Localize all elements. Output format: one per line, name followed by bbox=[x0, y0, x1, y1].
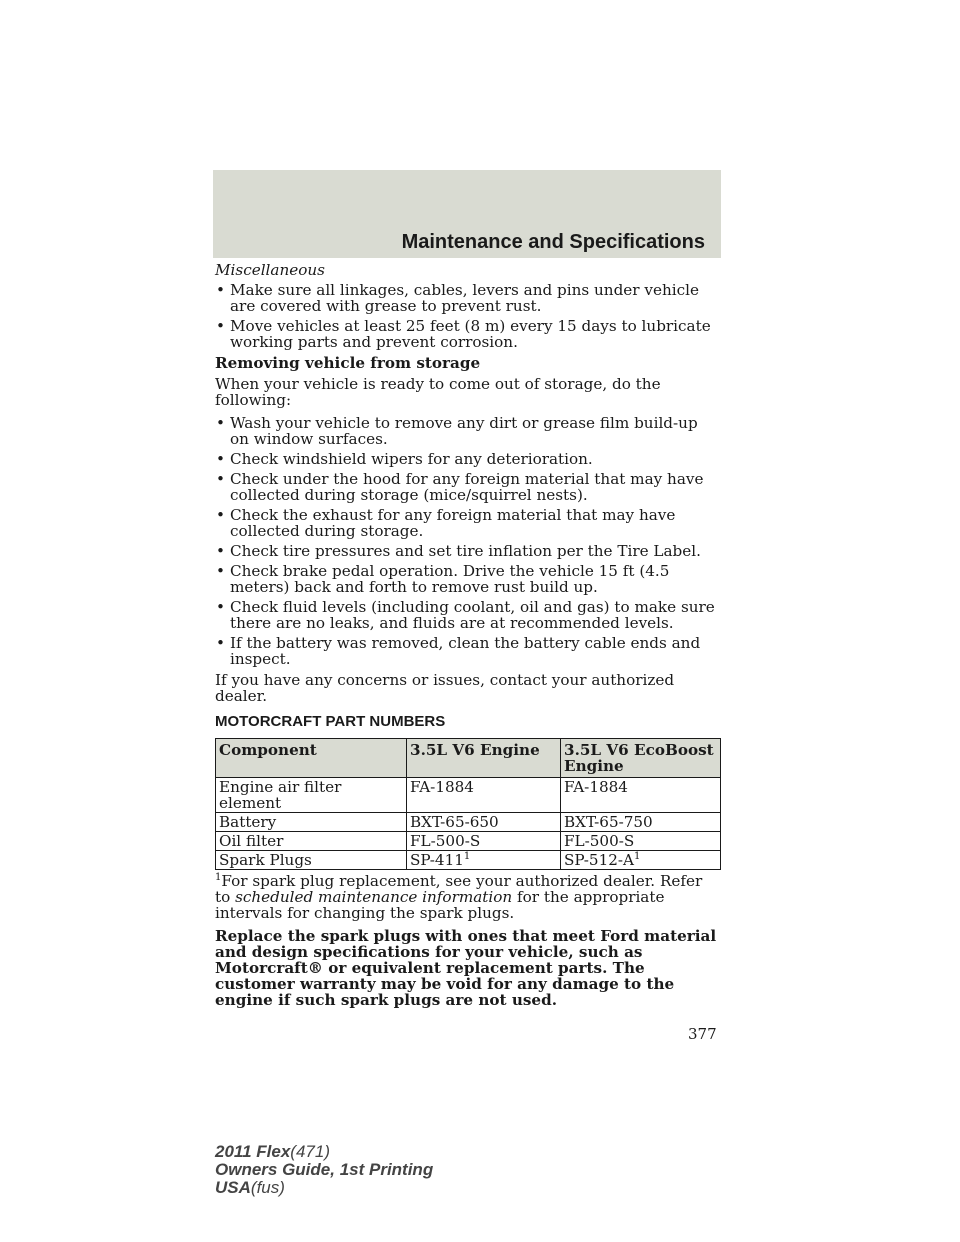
table-cell: Battery bbox=[216, 813, 407, 832]
list-item: • Check tire pressures and set tire inflation per the Tire Label. bbox=[215, 543, 721, 559]
list-item: • Check under the hood for any foreign material that may have collected during storage (mice/squirrel nests). bbox=[215, 471, 721, 503]
removing-list bbox=[215, 415, 721, 667]
table-cell: Engine air filter element bbox=[216, 778, 407, 813]
removing-heading: Removing vehicle from storage bbox=[215, 354, 481, 372]
page-content bbox=[215, 262, 721, 1008]
column-header: 3.5L V6 EcoBoost Engine bbox=[561, 739, 721, 778]
spark-plug-part: SP-411 bbox=[410, 851, 464, 869]
table-cell: BXT-65-750 bbox=[561, 813, 721, 832]
table-row bbox=[216, 778, 721, 813]
footnote-reference: scheduled maintenance information bbox=[235, 888, 513, 906]
spark-plug-part: SP-512-A bbox=[564, 851, 635, 869]
column-header: Component bbox=[216, 739, 407, 778]
table-cell: FL-500-S bbox=[561, 832, 721, 851]
footnote-mark: 1 bbox=[634, 850, 641, 862]
spark-plug-warning: Replace the spark plugs with ones that meet Ford material and design specifications for your vehicle, such as Motorcraft® or equivalent replacement parts. The customer warranty may be void for any damage to the engine if such spark plugs are not used. bbox=[215, 927, 717, 1009]
table-cell: FL-500-S bbox=[407, 832, 561, 851]
list-item: • Check fluid levels (including coolant, oil and gas) to make sure there are no leaks, and fluids are at recommended levels. bbox=[215, 599, 721, 631]
list-item: • Check brake pedal operation. Drive the vehicle 15 ft (4.5 meters) back and forth to remove rust build up. bbox=[215, 563, 721, 595]
table-row bbox=[216, 832, 721, 851]
removing-closing: If you have any concerns or issues, contact your authorized dealer. bbox=[215, 671, 675, 705]
table-cell: Oil filter bbox=[216, 832, 407, 851]
section-header-band bbox=[213, 170, 721, 258]
column-header: 3.5L V6 Engine bbox=[407, 739, 561, 778]
table-cell bbox=[561, 851, 721, 870]
table-cell: FA-1884 bbox=[561, 778, 721, 813]
list-item: • Check the exhaust for any foreign material that may have collected during storage. bbox=[215, 507, 721, 539]
footnote-mark: 1 bbox=[463, 850, 471, 862]
parts-table bbox=[215, 738, 721, 870]
misc-heading: Miscellaneous bbox=[215, 261, 325, 279]
table-header-row bbox=[216, 739, 721, 778]
list-item: • If the battery was removed, clean the battery cable ends and inspect. bbox=[215, 635, 721, 667]
table-row bbox=[216, 851, 721, 870]
print-footer bbox=[215, 1143, 433, 1197]
list-item: • Move vehicles at least 25 feet (8 m) every 15 days to lubricate working parts and prevent corrosion. bbox=[215, 318, 721, 350]
footnote-mark: 1 bbox=[215, 871, 222, 883]
footnote-tail: for the appropriate intervals for changing the spark plugs. bbox=[215, 888, 665, 922]
parts-heading: MOTORCRAFT PART NUMBERS bbox=[215, 713, 446, 730]
footnote bbox=[215, 873, 721, 921]
section-title: Maintenance and Specifications bbox=[401, 231, 705, 253]
list-item: • Make sure all linkages, cables, levers and pins under vehicle are covered with grease to prevent rust. bbox=[215, 282, 721, 314]
list-item: • Check windshield wipers for any deterioration. bbox=[215, 451, 721, 467]
footer-printing: Owners Guide, 1st Printing bbox=[215, 1160, 434, 1179]
page-number: 377 bbox=[688, 1025, 717, 1043]
misc-list bbox=[215, 282, 721, 350]
table-row bbox=[216, 813, 721, 832]
removing-intro: When your vehicle is ready to come out of storage, do the following: bbox=[215, 375, 661, 409]
table-cell: Spark Plugs bbox=[216, 851, 407, 870]
table-cell: FA-1884 bbox=[407, 778, 561, 813]
footer-market: USA bbox=[215, 1178, 251, 1197]
list-item: • Wash your vehicle to remove any dirt or grease film build-up on window surfaces. bbox=[215, 415, 721, 447]
table-cell: BXT-65-650 bbox=[407, 813, 561, 832]
footer-market-code: (fus) bbox=[250, 1178, 285, 1197]
footnote-lead: For spark plug replacement, see your authorized dealer. Refer to bbox=[215, 872, 703, 906]
table-cell bbox=[407, 851, 561, 870]
footer-model: 2011 Flex bbox=[215, 1142, 291, 1161]
footer-code: (471) bbox=[290, 1142, 330, 1161]
